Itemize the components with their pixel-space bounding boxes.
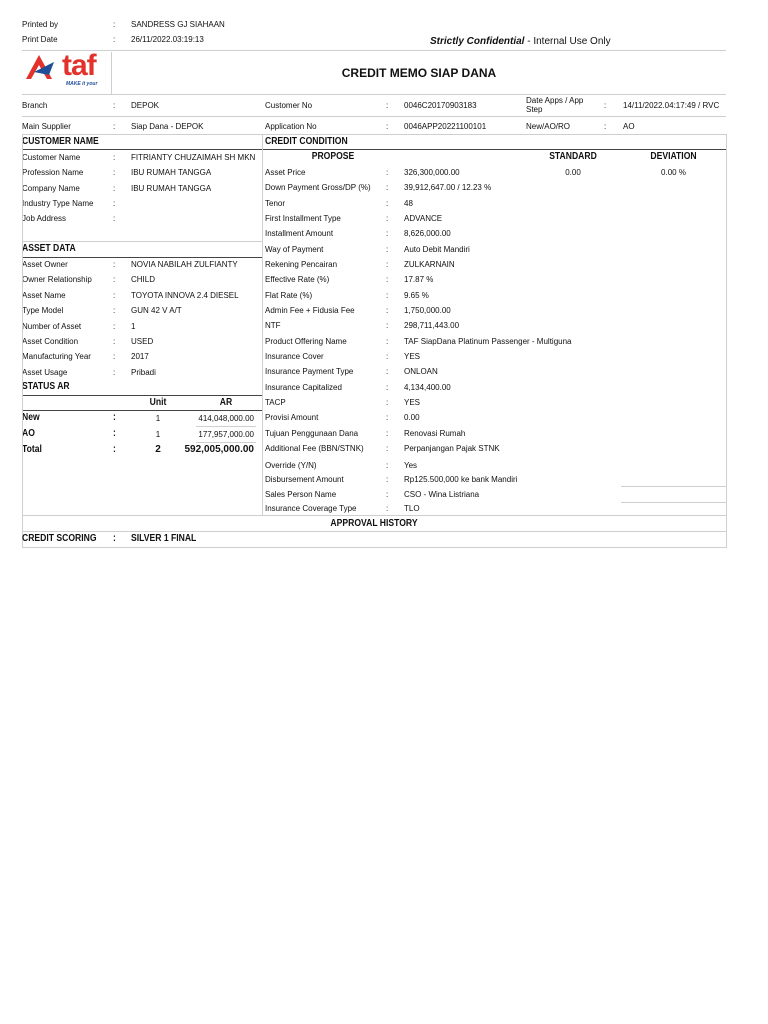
colon: :	[113, 367, 116, 377]
colon: :	[386, 275, 389, 285]
colon: :	[386, 213, 389, 223]
credit-field-label: Product Offering Name	[265, 336, 347, 346]
colon: :	[604, 122, 607, 131]
asset-field-label: Asset Usage	[22, 367, 68, 377]
credit-field-value: Rp125.500,000 ke bank Mandiri	[404, 475, 518, 485]
credit-field-label: First Installment Type	[265, 213, 341, 223]
asset-field-value: 1	[131, 321, 136, 331]
status-ar-title: STATUS AR	[22, 381, 70, 392]
colon: :	[113, 428, 116, 439]
credit-field-value: Renovasi Rumah	[404, 428, 466, 438]
date-apps-label-2: Step	[526, 105, 543, 114]
branch-value: DEPOK	[131, 101, 160, 110]
asset-field-value: GUN 42 V A/T	[131, 306, 182, 316]
colon: :	[386, 168, 389, 177]
col-ar: AR	[219, 397, 233, 408]
colon: :	[113, 352, 116, 362]
colon: :	[386, 198, 389, 208]
credit-field-label: Down Payment Gross/DP (%)	[265, 183, 371, 193]
colon: :	[386, 351, 389, 361]
credit-field-value: 326,300,000.00	[404, 168, 460, 177]
col-unit: Unit	[149, 397, 167, 408]
colon: :	[386, 122, 389, 131]
asset-field-value: USED	[131, 337, 154, 346]
credit-field-value: 4,134,400.00	[404, 382, 451, 392]
asset-field-label: Owner Relationship	[22, 275, 92, 285]
customer-field-label: Job Address	[22, 214, 67, 224]
colon: :	[386, 382, 389, 392]
col-propose: PROPOSE	[311, 151, 355, 162]
colon: :	[386, 367, 389, 377]
colon: :	[113, 122, 116, 131]
credit-field-value: Auto Debit Mandiri	[404, 244, 470, 254]
credit-field-label: Flat Rate (%)	[265, 290, 313, 300]
colon: :	[113, 275, 116, 285]
asset-field-value: 2017	[131, 352, 149, 362]
asset-field-value: NOVIA NABILAH ZULFIANTY	[131, 260, 238, 269]
credit-field-value: TLO	[404, 504, 420, 514]
credit-field-label: Rekening Pencairan	[265, 259, 338, 269]
credit-field-value: 9.65 %	[404, 290, 429, 300]
credit-field-label: Asset Price	[265, 168, 306, 177]
customer-field-label: Customer Name	[22, 153, 81, 162]
credit-field-value: TAF SiapDana Platinum Passenger - Multiguna	[404, 336, 572, 346]
credit-field-value: 298,711,443.00	[404, 321, 460, 331]
customer-field-label: Profession Name	[22, 168, 84, 178]
credit-field-value: 48	[404, 198, 413, 208]
colon: :	[386, 489, 389, 499]
credit-field-label: Insurance Cover	[265, 351, 324, 361]
credit-field-value: CSO - Wina Listriana	[404, 489, 480, 499]
colon: :	[113, 412, 116, 423]
main-supplier-value: Siap Dana - DEPOK	[131, 122, 204, 131]
credit-field-value: 39,912,647.00 / 12.23 %	[404, 183, 492, 193]
status-ar-label: New	[22, 412, 40, 423]
confidentiality-note	[430, 35, 611, 48]
status-ar-unit: 2	[155, 444, 161, 455]
confidential-bold: Strictly Confidential	[430, 36, 525, 47]
asset-field-label: Asset Name	[22, 290, 66, 300]
credit-field-label: Tenor	[265, 198, 286, 208]
logo-tagline: MAKE it your	[66, 81, 98, 87]
credit-deviation-value: 0.00 %	[661, 168, 686, 177]
credit-field-label: NTF	[265, 321, 281, 331]
colon: :	[113, 306, 116, 316]
colon: :	[386, 504, 389, 514]
colon: :	[113, 20, 116, 29]
colon: :	[113, 260, 116, 269]
credit-field-label: Disbursement Amount	[265, 475, 344, 485]
new-ao-ro-label: New/AO/RO	[526, 122, 571, 131]
asset-field-label: Asset Condition	[22, 337, 79, 346]
asset-section-title: ASSET DATA	[22, 243, 76, 254]
asset-field-label: Manufacturing Year	[22, 352, 91, 362]
status-ar-unit: 1	[155, 430, 161, 439]
customer-field-value: IBU RUMAH TANGGA	[131, 168, 212, 178]
colon: :	[113, 290, 116, 300]
credit-field-label: Tujuan Penggunaan Dana	[265, 428, 359, 438]
credit-field-value: 17.87 %	[404, 275, 434, 285]
colon: :	[113, 101, 116, 110]
colon: :	[113, 533, 116, 544]
credit-field-value: 1,750,000.00	[404, 305, 451, 315]
printed-by-label: Printed by	[22, 20, 59, 29]
colon: :	[113, 444, 116, 455]
customer-field-label: Industry Type Name	[22, 198, 94, 208]
print-date-value: 26/11/2022.03:19:13	[131, 35, 204, 44]
status-ar-label: Total	[22, 444, 42, 455]
colon: :	[113, 153, 116, 162]
logo-word: taf	[62, 49, 96, 82]
colon: :	[113, 337, 116, 346]
colon: :	[386, 413, 389, 423]
asset-field-label: Asset Owner	[22, 260, 68, 269]
credit-section-title: CREDIT CONDITION	[265, 136, 348, 147]
main-supplier-label: Main Supplier	[22, 122, 71, 131]
colon: :	[113, 183, 116, 193]
asset-field-value: Pribadi	[131, 367, 156, 377]
credit-field-label: Insurance Payment Type	[265, 367, 354, 377]
colon: :	[113, 168, 116, 178]
credit-field-value: Perpanjangan Pajak STNK	[404, 443, 500, 453]
colon: :	[386, 229, 389, 239]
colon: :	[386, 183, 389, 193]
credit-field-label: TACP	[265, 397, 286, 407]
date-apps-label-1: Date Apps / App	[526, 96, 584, 105]
customer-section-title: CUSTOMER NAME	[22, 136, 99, 147]
credit-field-label: Insurance Coverage Type	[265, 504, 357, 514]
customer-no-value: 0046C20170903183	[404, 101, 477, 110]
printed-by-value: SANDRESS GJ SIAHAAN	[131, 20, 225, 29]
asset-field-label: Type Model	[22, 306, 64, 316]
customer-field-value: IBU RUMAH TANGGA	[131, 183, 212, 193]
credit-field-value: ZULKARNAIN	[404, 259, 455, 269]
colon: :	[386, 259, 389, 269]
customer-field-label: Company Name	[22, 183, 80, 193]
page-title: CREDIT MEMO SIAP DANA	[341, 66, 497, 80]
credit-field-label: Additional Fee (BBN/STNK)	[265, 443, 364, 453]
credit-field-label: Admin Fee + Fidusia Fee	[265, 305, 355, 315]
credit-field-value: 0.00	[404, 413, 420, 423]
asset-field-label: Number of Asset	[22, 321, 82, 331]
application-no-value: 0046APP20221100101	[404, 122, 487, 131]
colon: :	[386, 244, 389, 254]
colon: :	[386, 290, 389, 300]
colon: :	[386, 460, 389, 470]
col-deviation: DEVIATION	[650, 151, 697, 162]
colon: :	[386, 443, 389, 453]
credit-standard-value: 0.00	[565, 168, 581, 177]
credit-scoring-label: CREDIT SCORING	[22, 533, 97, 544]
credit-field-label: Effective Rate (%)	[265, 275, 330, 285]
colon: :	[113, 198, 116, 208]
colon: :	[113, 214, 116, 224]
application-no-label: Application No	[265, 122, 317, 131]
date-apps-value: 14/11/2022.04:17:49 / RVC	[623, 101, 720, 110]
colon: :	[386, 101, 389, 110]
customer-field-value: FITRIANTY CHUZAIMAH SH MKN	[131, 153, 256, 162]
status-ar-amount: 177,957,000.00	[198, 430, 254, 439]
credit-field-label: Installment Amount	[265, 229, 334, 239]
colon: :	[386, 397, 389, 407]
asset-field-value: TOYOTA INNOVA 2.4 DIESEL	[131, 290, 239, 300]
credit-field-value: YES	[404, 397, 421, 407]
status-ar-amount: 592,005,000.00	[184, 444, 254, 455]
status-ar-amount: 414,048,000.00	[198, 414, 254, 423]
credit-field-label: Insurance Capitalized	[265, 382, 342, 392]
status-ar-label: AO	[22, 428, 35, 439]
col-standard: STANDARD	[549, 151, 597, 162]
branch-label: Branch	[22, 101, 48, 110]
credit-scoring-value: SILVER 1 FINAL	[131, 533, 197, 544]
colon: :	[386, 428, 389, 438]
colon: :	[604, 101, 607, 110]
credit-field-label: Override (Y/N)	[265, 460, 317, 470]
approval-history-title: APPROVAL HISTORY	[330, 518, 418, 529]
asset-field-value: CHILD	[131, 275, 156, 285]
colon: :	[386, 336, 389, 346]
credit-field-label: Way of Payment	[265, 244, 324, 254]
colon: :	[386, 305, 389, 315]
new-ao-ro-value: AO	[623, 122, 635, 131]
credit-field-value: Yes	[404, 460, 418, 470]
status-ar-unit: 1	[155, 414, 161, 423]
credit-field-label: Provisi Amount	[265, 413, 319, 423]
colon: :	[386, 475, 389, 485]
colon: :	[113, 35, 116, 44]
credit-field-value: 8,626,000.00	[404, 229, 451, 239]
colon: :	[113, 321, 116, 331]
colon: :	[386, 321, 389, 331]
credit-field-label: Sales Person Name	[265, 489, 337, 499]
credit-field-value: ONLOAN	[404, 367, 438, 377]
credit-field-value: ADVANCE	[404, 213, 443, 223]
credit-field-value: YES	[404, 351, 421, 361]
taf-logo	[22, 49, 110, 94]
print-date-label: Print Date	[22, 35, 58, 44]
customer-no-label: Customer No	[265, 101, 313, 110]
confidential-rest: - Internal Use Only	[524, 36, 611, 47]
